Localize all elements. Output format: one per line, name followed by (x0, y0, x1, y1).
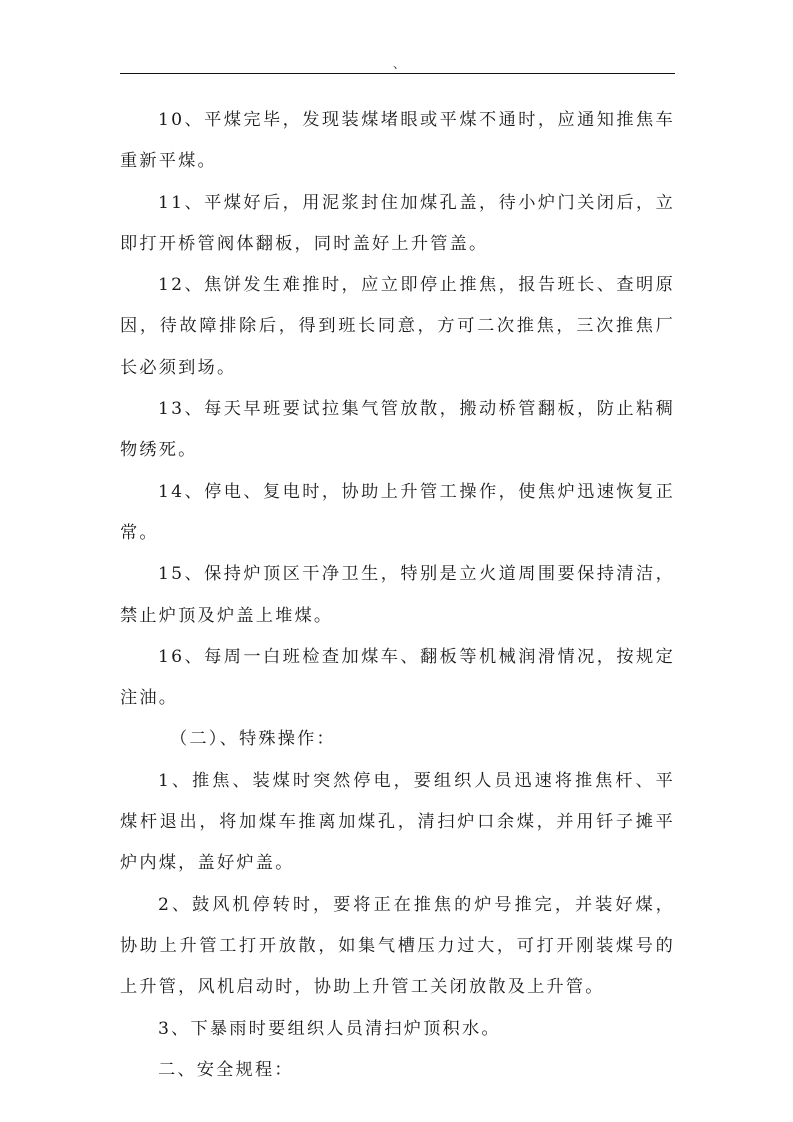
paragraph-item-13: 13、每天早班要试拉集气管放散，搬动桥管翻板，防止粘稠物绣死。 (120, 399, 675, 461)
special-item-2: 2、鼓风机停转时，要将正在推焦的炉号推完，并装好煤，协助上升管工打开放散，如集气槽压力过大，可打开刚装煤号的上升管，风机启动时，协助上升管工关闭放散及上升管。 (120, 894, 675, 998)
document-body (120, 100, 675, 1091)
paragraph-item-14: 14、停电、复电时，协助上升管工操作，使焦炉迅速恢复正常。 (120, 481, 675, 543)
section-heading-safety-rules: 二、安全规程： (158, 1059, 294, 1080)
paragraph-item-16: 16、每周一白班检查加煤车、翻板等机械润滑情况，按规定注油。 (120, 646, 675, 709)
paragraph-item-12: 12、焦饼发生难推时，应立即停止推焦，报告班长、查明原因，待故障排除后，得到班长同意，方可二次推焦，三次推焦厂长必须到场。 (120, 275, 675, 378)
special-item-3: 3、下暴雨时要组织人员清扫炉顶积水。 (158, 1018, 501, 1039)
paragraph-item-10: 10、平煤完毕，发现装煤堵眼或平煤不通时，应通知推焦车重新平煤。 (120, 110, 675, 172)
paragraph-item-11: 11、平煤好后，用泥浆封住加煤孔盖，待小炉门关闭后，立即打开桥管阀体翻板，同时盖好上升管盖。 (120, 192, 675, 254)
paragraph-item-15: 15、保持炉顶区干净卫生，特别是立火道周围要保持清洁，禁止炉顶及炉盖上堆煤。 (120, 564, 675, 626)
header-rule (120, 73, 675, 74)
section-heading-special-operations: （二）、特殊操作： (170, 729, 336, 750)
header-mark: 、 (393, 57, 406, 71)
special-item-1: 1、推焦、装煤时突然停电，要组织人员迅速将推焦杆、平煤杆退出，将加煤车推离加煤孔，清扫炉口余煤，并用钎子摊平炉内煤，盖好炉盖。 (120, 770, 675, 874)
